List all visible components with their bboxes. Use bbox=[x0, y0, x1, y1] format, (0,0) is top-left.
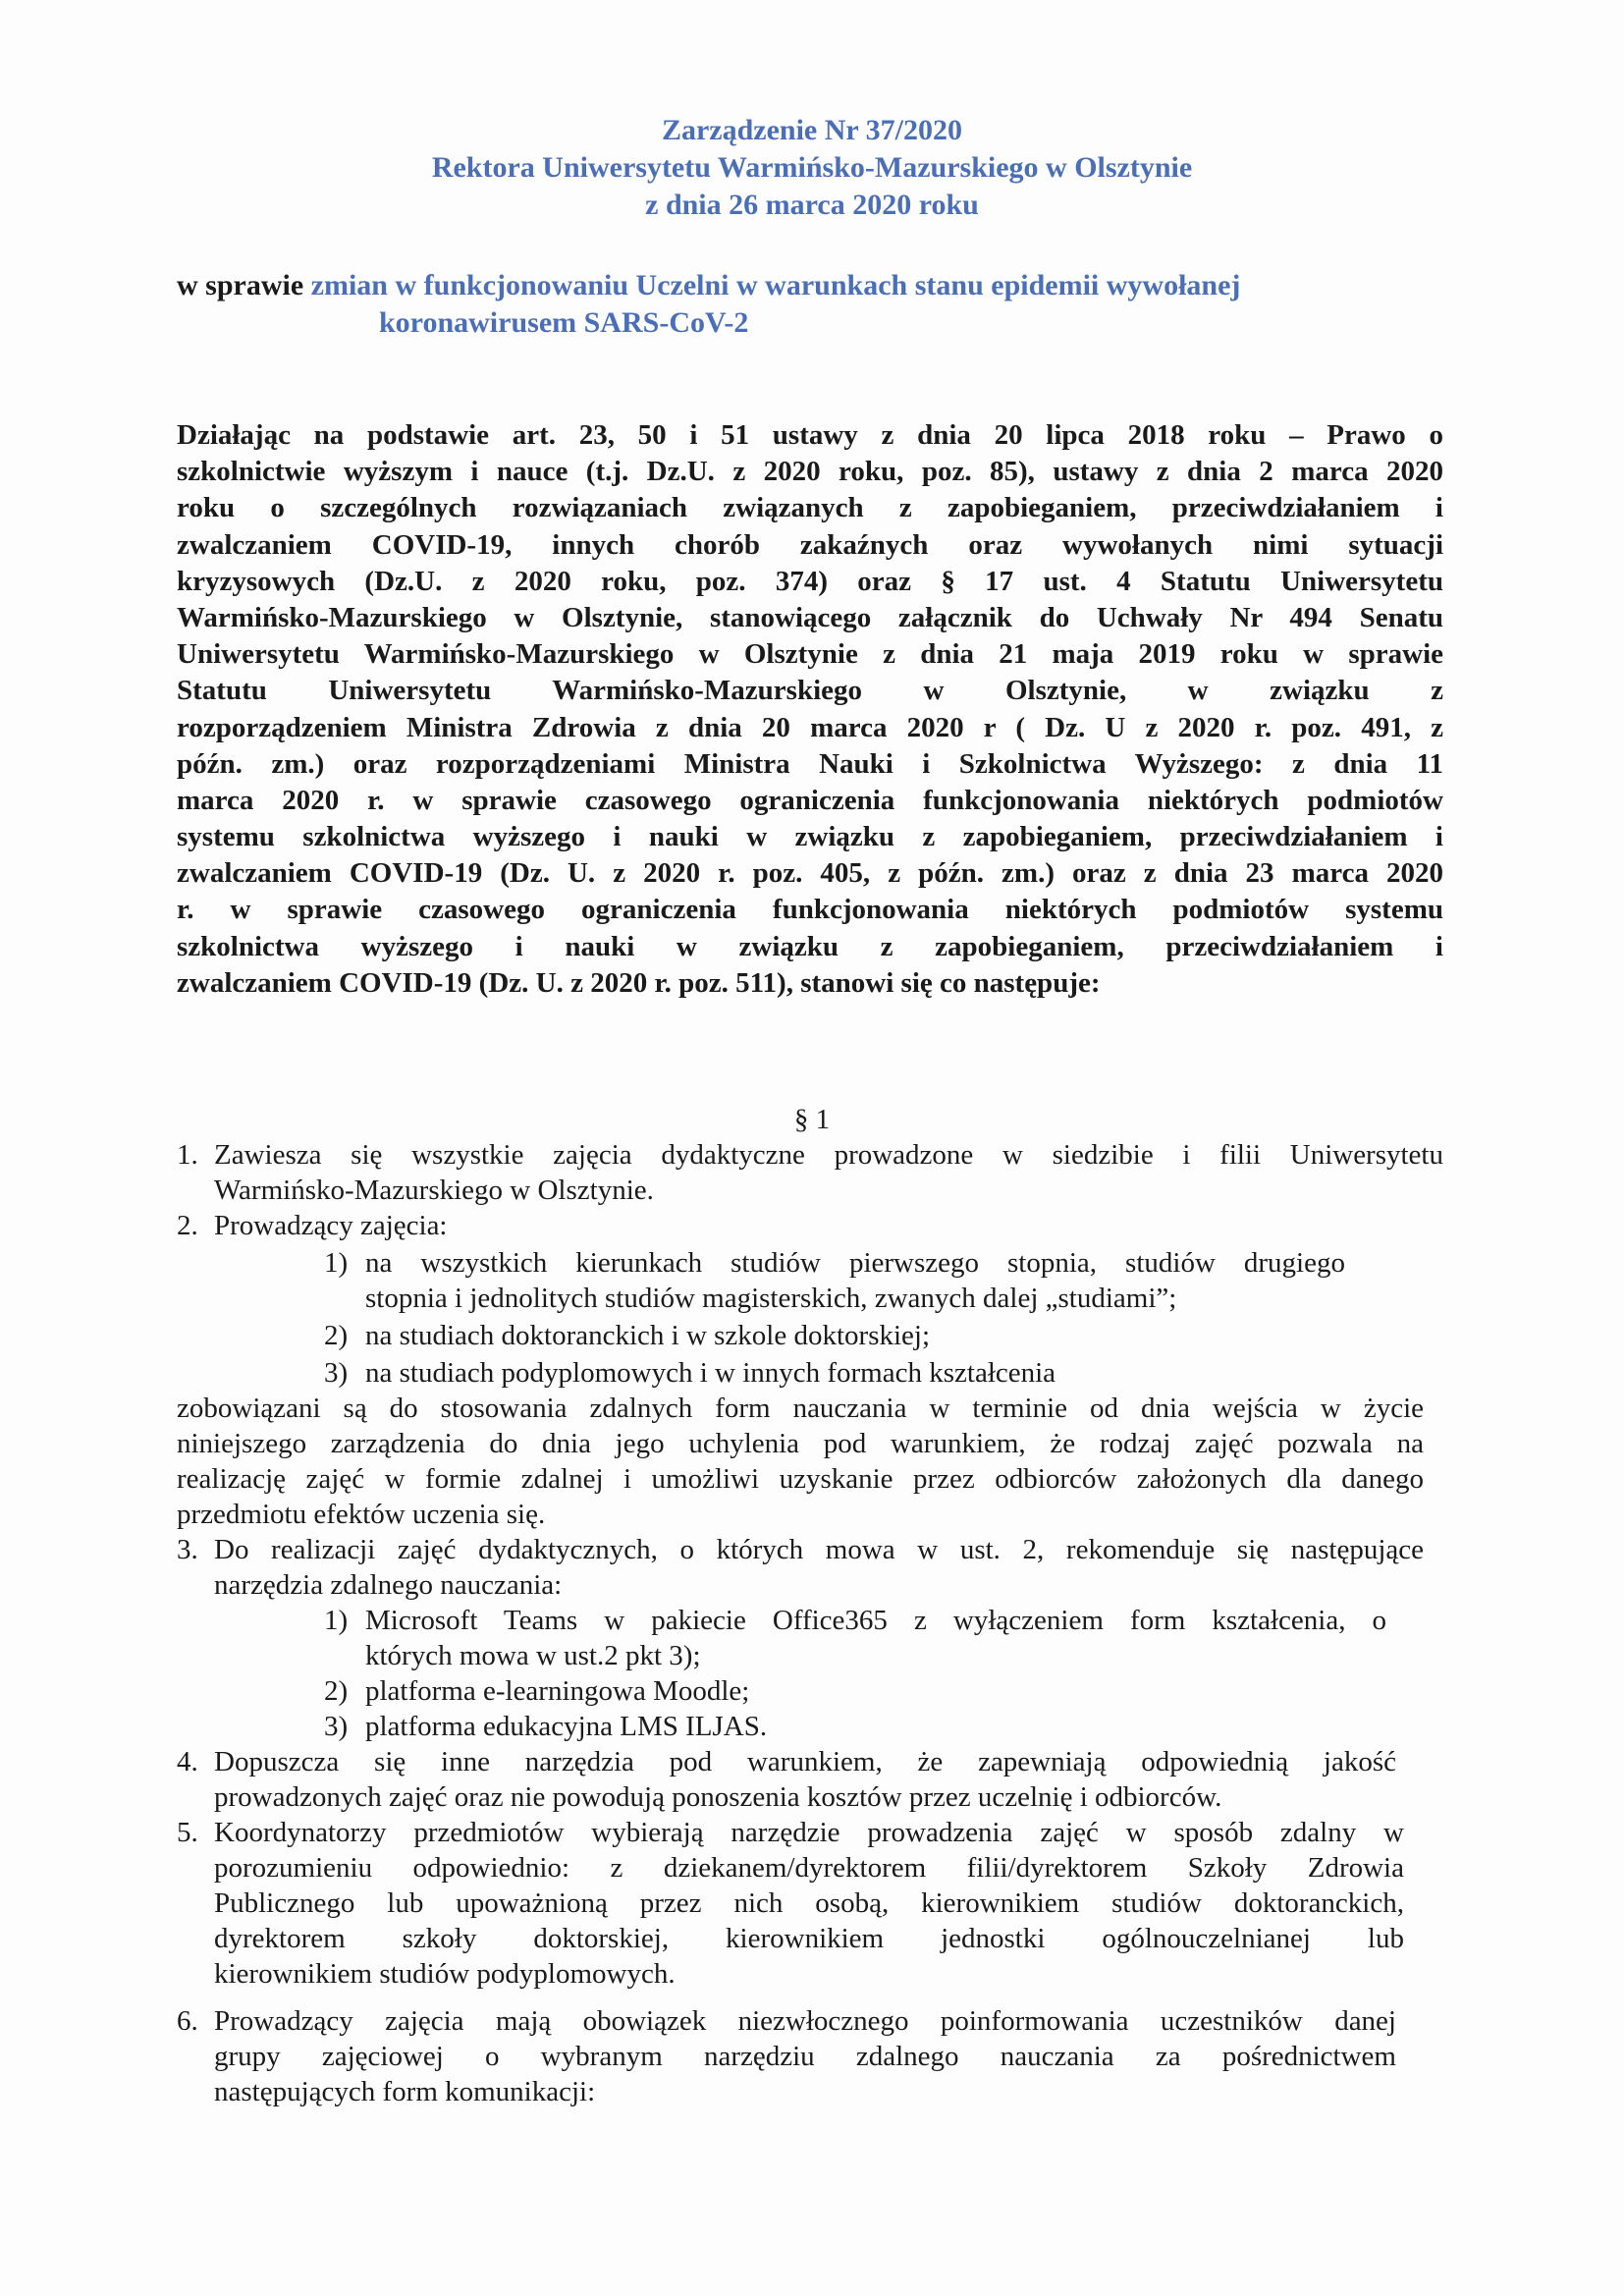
preamble-line: Uniwersytetu Warmińsko-Mazurskiego w Olsztynie z dnia 21 maja 2019 roku w sprawie bbox=[177, 638, 1443, 671]
subject-line-1: zmian w funkcjonowaniu Uczelni w warunkach stanu epidemii wywołanej bbox=[310, 269, 1241, 301]
preamble-line: marca 2020 r. w sprawie czasowego ograniczenia funkcjonowania niektórych podmiotów bbox=[177, 784, 1443, 816]
preamble-line: r. w sprawie czasowego ograniczenia funkcjonowania niektórych podmiotów systemu bbox=[177, 894, 1443, 926]
item-text-line: Prowadzący zajęcia: bbox=[214, 1210, 448, 1241]
item-text-line: Publicznego lub upoważnioną przez nich osobą, kierownikiem studiów doktoranckich, bbox=[214, 1887, 1404, 1919]
ordinance-issuer: Rektora Uniwersytetu Warmińsko-Mazurskiego w Olsztynie bbox=[431, 151, 1193, 184]
sub-item-text: na studiach podyplomowych i w innych formach kształcenia bbox=[365, 1357, 1056, 1389]
sub-item-number: 3) bbox=[324, 1357, 349, 1389]
subject-line-2: koronawirusem SARS-CoV-2 bbox=[379, 306, 749, 339]
preamble-line: szkolnictwie wyższym i nauce (t.j. Dz.U. z 2020 roku, poz. 85), ustawy z dnia 2 marca 2020 bbox=[177, 456, 1443, 488]
item-continuation: realizację zajęć w formie zdalnej i umożliwi uzyskanie przez odbiorców założonych dla danego bbox=[177, 1463, 1424, 1495]
preamble-line: późn. zm.) oraz rozporządzeniami Ministra Nauki i Szkolnictwa Wyższego: z dnia 11 bbox=[177, 747, 1443, 780]
preamble-line: Warmińsko-Mazurskiego w Olsztynie, stanowiącego załącznik do Uchwały Nr 494 Senatu bbox=[177, 601, 1443, 633]
preamble-line: szkolnictwa wyższego i nauki w związku z zapobieganiem, przeciwdziałaniem i bbox=[177, 930, 1443, 962]
item-number: 3. bbox=[177, 1534, 198, 1565]
item-text-line: narzędzia zdalnego nauczania: bbox=[214, 1569, 563, 1601]
preamble-line: Statutu Uniwersytetu Warmińsko-Mazurskiego w Olsztynie, w związku z bbox=[177, 675, 1443, 707]
item-text-line: grupy zajęciowej o wybranym narzędziu zdalnego nauczania za pośrednictwem bbox=[214, 2041, 1396, 2072]
item-text-line: Dopuszcza się inne narzędzia pod warunkiem, że zapewniają odpowiednią jakość bbox=[214, 1746, 1396, 1777]
item-text-line: Do realizacji zajęć dydaktycznych, o których mowa w ust. 2, rekomenduje się następujące bbox=[214, 1534, 1424, 1565]
sub-item-text: platforma e-learningowa Moodle; bbox=[365, 1675, 750, 1707]
item-continuation: niniejszego zarządzenia do dnia jego uchylenia pod warunkiem, że rodzaj zajęć pozwala na bbox=[177, 1428, 1424, 1459]
preamble-line: Działając na podstawie art. 23, 50 i 51 ustawy z dnia 20 lipca 2018 roku – Prawo o bbox=[177, 419, 1443, 451]
item-continuation: przedmiotu efektów uczenia się. bbox=[177, 1499, 546, 1530]
item-text-line: Prowadzący zajęcia mają obowiązek niezwłocznego poinformowania uczestników danej bbox=[214, 2005, 1396, 2037]
sub-item-number: 1) bbox=[324, 1605, 349, 1636]
item-text-line: Koordynatorzy przedmiotów wybierają narzędzie prowadzenia zajęć w sposób zdalny w bbox=[214, 1817, 1404, 1848]
sub-item-number: 3) bbox=[324, 1711, 349, 1742]
item-number: 4. bbox=[177, 1746, 198, 1777]
sub-item-text: stopnia i jednolitych studiów magisterskich, zwanych dalej „studiami”; bbox=[365, 1283, 1177, 1314]
sub-item-number: 2) bbox=[324, 1675, 349, 1707]
item-continuation: zobowiązani są do stosowania zdalnych form nauczania w terminie od dnia wejścia w życie bbox=[177, 1393, 1424, 1424]
item-number: 1. bbox=[177, 1139, 198, 1171]
preamble-line: zwalczaniem COVID-19 (Dz. U. z 2020 r. poz. 511), stanowi się co następuje: bbox=[177, 966, 1101, 999]
item-text-line: Warmińsko-Mazurskiego w Olsztynie. bbox=[214, 1175, 654, 1206]
preamble-line: systemu szkolnictwa wyższego i nauki w związku z zapobieganiem, przeciwdziałaniem i bbox=[177, 821, 1443, 853]
ordinance-number: Zarządzenie Nr 37/2020 bbox=[661, 114, 963, 146]
item-text-line: kierownikiem studiów podyplomowych. bbox=[214, 1958, 676, 1990]
preamble-line: rozporządzeniem Ministra Zdrowia z dnia 20 marca 2020 r ( Dz. U z 2020 r. poz. 491, z bbox=[177, 711, 1443, 743]
item-text-line: porozumieniu odpowiednio: z dziekanem/dyrektorem filii/dyrektorem Szkoły Zdrowia bbox=[214, 1852, 1404, 1884]
ordinance-date: z dnia 26 marca 2020 roku bbox=[645, 189, 979, 221]
subject-lead: w sprawie bbox=[177, 269, 304, 301]
preamble-line: zwalczaniem COVID-19, innych chorób zakaźnych oraz wywołanych nimi sytuacji bbox=[177, 528, 1443, 561]
sub-item-text: platforma edukacyjna LMS ILJAS. bbox=[365, 1711, 768, 1742]
preamble-line: roku o szczególnych rozwiązaniach związanych z zapobieganiem, przeciwdziałaniem i bbox=[177, 492, 1443, 524]
sub-item-text: Microsoft Teams w pakiecie Office365 z wyłączeniem form kształcenia, o bbox=[365, 1605, 1386, 1636]
item-text-line: Zawiesza się wszystkie zajęcia dydaktyczne prowadzone w siedzibie i filii Uniwersytetu bbox=[214, 1139, 1443, 1171]
sub-item-number: 1) bbox=[324, 1247, 349, 1279]
section-symbol: § 1 bbox=[793, 1104, 831, 1135]
item-text-line: dyrektorem szkoły doktorskiej, kierownikiem jednostki ogólnouczelnianej lub bbox=[214, 1923, 1404, 1954]
sub-item-text: na studiach doktoranckich i w szkole doktorskiej; bbox=[365, 1320, 931, 1351]
item-number: 2. bbox=[177, 1210, 198, 1241]
sub-item-text: których mowa w ust.2 pkt 3); bbox=[365, 1640, 701, 1671]
item-number: 6. bbox=[177, 2005, 198, 2037]
preamble-line: zwalczaniem COVID-19 (Dz. U. z 2020 r. poz. 405, z późn. zm.) oraz z dnia 23 marca 2020 bbox=[177, 857, 1443, 890]
section-body bbox=[177, 0, 1443, 2296]
item-text-line: następujących form komunikacji: bbox=[214, 2076, 596, 2107]
sub-item-text: na wszystkich kierunkach studiów pierwszego stopnia, studiów drugiego bbox=[365, 1247, 1345, 1279]
sub-item-number: 2) bbox=[324, 1320, 349, 1351]
item-text-line: prowadzonych zajęć oraz nie powodują ponoszenia kosztów przez uczelnię i odbiorców. bbox=[214, 1781, 1222, 1813]
preamble-line: kryzysowych (Dz.U. z 2020 roku, poz. 374) oraz § 17 ust. 4 Statutu Uniwersytetu bbox=[177, 565, 1443, 597]
item-number: 5. bbox=[177, 1817, 198, 1848]
